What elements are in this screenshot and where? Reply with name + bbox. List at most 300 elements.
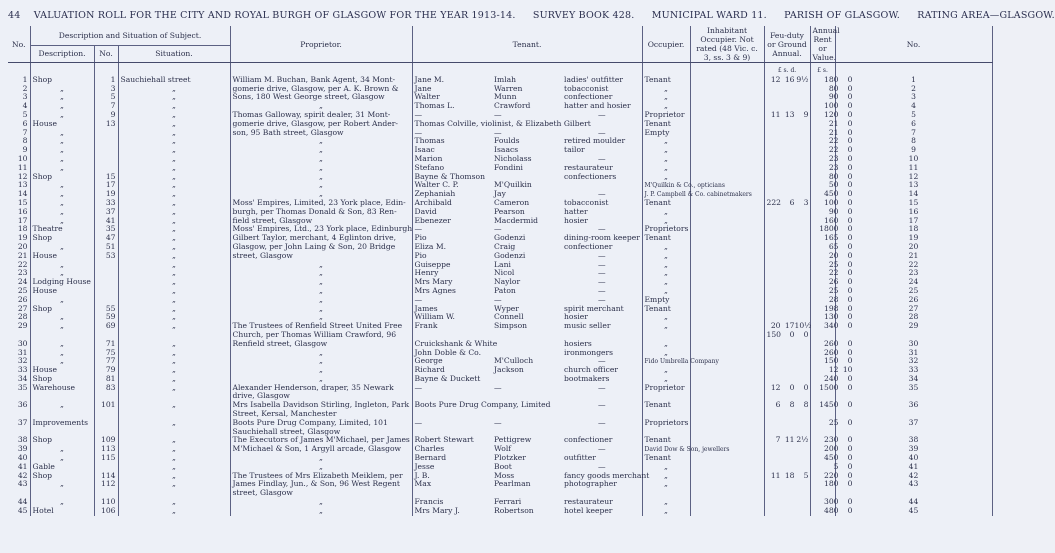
tenant-surname-cell: Isaacs — [494, 145, 519, 155]
row-number-right: 39 — [835, 445, 992, 454]
situation-cell: „ — [118, 375, 230, 384]
description-cell: Shop — [30, 76, 94, 85]
situation-cell: „ — [118, 313, 230, 322]
street-number-cell — [94, 410, 118, 419]
situation-cell: „ — [118, 322, 230, 331]
description-cell: „ — [30, 199, 94, 208]
occupier-cell: Tenant — [642, 120, 690, 129]
situation-cell: „ — [118, 243, 230, 252]
rent-shillings: 0 — [847, 321, 853, 331]
tenant-surname-cell: Pettigrew — [494, 435, 532, 445]
inhabitant-cell — [690, 436, 764, 445]
feu-duty-cell — [764, 269, 810, 278]
feu-shillings: 0 — [789, 382, 795, 392]
tenant-trade-cell: bootmakers — [564, 373, 610, 383]
feu-duty-cell — [764, 278, 810, 287]
tenant-surname-cell — [492, 331, 562, 340]
row-number-right: 20 — [835, 243, 992, 252]
tenant-first-name-cell: Eliza M. — [412, 243, 492, 252]
rent-shillings: 0 — [847, 136, 853, 146]
tenant-first-name-cell: — — [412, 419, 492, 428]
tenant-surname-cell: Munn — [494, 92, 517, 102]
rent-shillings: 0 — [847, 197, 853, 207]
tenant-first-name-cell: Mrs Mary J. — [412, 507, 492, 516]
situation-cell: „ — [118, 296, 230, 305]
row-number: 24 — [17, 277, 28, 287]
occupier-cell: Empty — [642, 129, 690, 138]
description-cell: „ — [30, 155, 94, 164]
street-number-cell: 115 — [94, 454, 118, 463]
street-number-cell — [94, 129, 118, 138]
description-cell: Warehouse — [30, 384, 94, 393]
situation-cell: „ — [118, 261, 230, 270]
situation-cell: „ — [118, 199, 230, 208]
rent-pounds: 100 — [824, 101, 839, 111]
tenant-first-name-cell: Jane M. — [412, 76, 492, 85]
inhabitant-cell — [690, 428, 764, 437]
rent-shillings: 0 — [847, 382, 853, 392]
tenant-surname-cell: Jackson — [494, 365, 524, 375]
rent-shillings: 0 — [847, 277, 853, 287]
rent-pounds: 23 — [828, 162, 839, 172]
rent-pounds: 230 — [824, 435, 839, 445]
rent-pounds: 260 — [824, 338, 839, 348]
row-number-right: 40 — [835, 454, 992, 463]
rent-shillings: 0 — [847, 435, 853, 445]
rent-shillings: 0 — [847, 127, 853, 137]
inhabitant-cell — [690, 173, 764, 182]
description-cell: Hotel — [30, 507, 94, 516]
row-number-right: 36 — [835, 401, 992, 410]
tenant-trade-cell: spirit merchant — [564, 303, 624, 313]
table-row — [8, 507, 992, 516]
tenant-surname-cell: — — [494, 417, 502, 427]
occupier-cell — [642, 181, 725, 190]
proprietor-cell: „ — [230, 296, 412, 305]
rent-shillings: 0 — [847, 347, 853, 357]
annual-rent-cell — [810, 400, 853, 410]
proprietor-cell: „ — [230, 173, 412, 182]
feu-pence: 0 — [803, 382, 809, 392]
feu-shillings: 11 — [784, 435, 795, 445]
feu-duty-cell — [764, 287, 810, 296]
rent-shillings: 0 — [847, 118, 853, 128]
inhabitant-cell — [690, 225, 764, 234]
proprietor-cell: son, 95 Bath street, Glasgow — [230, 129, 412, 138]
row-number-right: 14 — [835, 190, 992, 199]
table-body — [8, 63, 992, 516]
feu-duty-cell — [764, 349, 810, 358]
proprietor-cell: James Findlay, Jun., & Son, 96 West Regent — [230, 480, 412, 489]
tenant-first-name-cell: Walter — [412, 93, 492, 102]
inhabitant-cell — [690, 498, 764, 507]
tenant-surname-cell: Godenzi — [494, 250, 526, 260]
situation-cell: „ — [118, 269, 230, 278]
tenant-first-name-cell: Pio — [412, 252, 492, 261]
row-number: 10 — [17, 153, 28, 163]
tenant-surname-cell: M'Quilkin — [494, 180, 532, 190]
row-number-right: 30 — [835, 340, 992, 349]
tenant-trade-cell: confectioners — [564, 171, 617, 181]
tenant-surname-cell: — — [494, 127, 502, 137]
survey-book: SURVEY BOOK 428. — [532, 10, 635, 21]
feu-duty-cell — [764, 146, 810, 155]
occupier-note: David Dow & Son, jewellers — [644, 446, 730, 454]
situation-cell: „ — [118, 225, 230, 234]
col-occupier: Occupier. — [642, 26, 690, 63]
tenant-first-name-cell: Charles — [412, 445, 492, 454]
proprietor-cell: street, Glasgow — [230, 489, 412, 498]
situation-cell: „ — [118, 507, 230, 516]
rent-pounds: 1800 — [819, 224, 839, 234]
row-number-right: 3 — [835, 93, 992, 102]
description-cell: Theatre — [30, 225, 94, 234]
rent-shillings: 0 — [847, 461, 853, 471]
annual-rent-cell — [810, 479, 853, 489]
proprietor-cell: Thomas Galloway, spirit dealer, 31 Mont- — [230, 111, 412, 120]
description-cell: „ — [30, 357, 94, 366]
proprietor-cell: „ — [230, 454, 412, 463]
occupier-cell: „ — [642, 463, 690, 472]
rent-pounds: 150 — [824, 356, 839, 366]
row-number: 34 — [17, 373, 28, 383]
feu-duty-cell — [764, 164, 810, 173]
situation-cell: „ — [118, 93, 230, 102]
feu-pence: 9 — [803, 109, 809, 119]
row-number: 7 — [22, 127, 28, 137]
proprietor-cell: drive, Glasgow — [230, 392, 412, 401]
col-subject-group: Description and Situation of Subject. — [30, 26, 230, 45]
feu-pounds: 150 — [766, 329, 782, 339]
situation-cell: „ — [118, 305, 230, 314]
tenant-surname-cell: Wyper — [494, 303, 519, 313]
row-number-right: 10 — [835, 155, 992, 164]
rent-shillings: 0 — [847, 171, 853, 181]
occupier-cell: „ — [642, 480, 690, 489]
proprietor-cell: gomerie drive, Glasgow, per A. K. Brown & — [230, 85, 412, 94]
tenant-first-name-cell: Stefano — [412, 164, 492, 173]
inhabitant-cell — [690, 305, 764, 314]
inhabitant-cell — [690, 489, 764, 498]
tenant-first-name-cell: Zephaniah — [412, 190, 492, 199]
row-number: 44 — [17, 497, 28, 507]
row-number: 27 — [17, 303, 28, 313]
tenant-first-name-cell: Thomas Colville, violinist, & Elizabeth Gilbert — [412, 120, 492, 129]
tenant-surname-cell: — — [494, 224, 502, 234]
rent-shillings: 0 — [847, 338, 853, 348]
row-number-right: 26 — [835, 296, 992, 305]
situation-cell: „ — [118, 463, 230, 472]
tenant-surname-cell: Wolf — [494, 444, 512, 454]
occupier-cell: Tenant — [642, 199, 690, 208]
row-number-right: 12 — [835, 173, 992, 182]
row-number-right: 17 — [835, 217, 992, 226]
tenant-first-name-cell: John Doble & Co. — [412, 349, 492, 358]
rent-pounds: 22 — [828, 136, 839, 146]
description-cell: „ — [30, 164, 94, 173]
inhabitant-cell — [690, 419, 764, 428]
occupier-cell: „ — [642, 375, 690, 384]
tenant-first-name-cell: Thomas — [412, 137, 492, 146]
occupier-cell: „ — [642, 322, 690, 331]
situation-cell: „ — [118, 366, 230, 375]
tenant-first-name-cell: Marion — [412, 155, 492, 164]
rent-pounds: 21 — [828, 118, 839, 128]
row-number: 11 — [17, 162, 28, 172]
inhabitant-cell — [690, 164, 764, 173]
inhabitant-cell — [690, 120, 764, 129]
proprietor-cell: „ — [230, 278, 412, 287]
row-number: 38 — [17, 435, 28, 445]
tenant-surname-cell — [492, 340, 562, 349]
street-number-cell: 75 — [94, 349, 118, 358]
row-number-right: 28 — [835, 313, 992, 322]
table-row — [8, 340, 992, 349]
occupier-cell: „ — [642, 366, 690, 375]
tenant-trade-cell: — — [597, 400, 606, 410]
occupier-cell: „ — [642, 252, 690, 261]
rent-pounds: 160 — [824, 215, 839, 225]
proprietor-cell: street, Glasgow — [230, 252, 412, 261]
description-cell: „ — [30, 349, 94, 358]
tenant-first-name-cell: Thomas L. — [412, 102, 492, 111]
table-row — [8, 164, 992, 173]
feu-duty-cell — [764, 340, 810, 349]
occupier-cell: Proprietors — [642, 419, 690, 428]
row-number-right: 32 — [835, 357, 992, 366]
tenant-trade-cell: — — [597, 382, 606, 392]
feu-pence: 5 — [803, 470, 809, 480]
rent-shillings: 0 — [847, 224, 853, 234]
tenant-surname-cell: Godenzi — [494, 233, 526, 243]
tenant-surname-cell: Fondini — [494, 162, 523, 172]
rent-shillings: 0 — [847, 400, 853, 410]
tenant-first-name-cell: Walter C. P. — [412, 181, 492, 190]
table-row — [8, 384, 992, 393]
description-cell: „ — [30, 322, 94, 331]
description-cell: „ — [30, 102, 94, 111]
proprietor-cell: field street, Glasgow — [230, 217, 412, 226]
inhabitant-cell — [690, 137, 764, 146]
inhabitant-cell — [690, 296, 764, 305]
proprietor-cell: gomerie drive, Glasgow, per Robert Ander- — [230, 120, 412, 129]
description-cell: Shop — [30, 305, 94, 314]
feu-pence: 10½ — [794, 321, 812, 331]
street-number-cell: 15 — [94, 173, 118, 182]
tenant-surname-cell: — — [494, 294, 502, 304]
table-row — [8, 480, 992, 489]
rent-pounds: 300 — [824, 497, 839, 507]
row-number: 26 — [17, 294, 28, 304]
proprietor-cell: William M. Buchan, Bank Agent, 34 Mont- — [230, 76, 412, 85]
rent-pounds: 23 — [828, 153, 839, 163]
tenant-trade-cell: hosier — [564, 312, 588, 322]
feu-pounds: 12 — [770, 74, 781, 84]
feu-pounds: 20 — [770, 321, 781, 331]
street-number-cell — [94, 261, 118, 270]
row-number-right: 7 — [835, 129, 992, 138]
tenant-trade-cell: — — [597, 109, 606, 119]
rent-pounds: 25 — [828, 259, 839, 269]
street-number-cell: 112 — [94, 480, 118, 489]
tenant-first-name-cell: — — [412, 296, 492, 305]
tenant-trade-cell: — — [597, 250, 606, 260]
description-cell: „ — [30, 217, 94, 226]
feu-duty-cell — [764, 93, 810, 102]
rent-pounds: 450 — [824, 453, 839, 463]
row-number: 42 — [17, 470, 28, 480]
inhabitant-cell — [690, 322, 764, 331]
rent-shillings: 0 — [847, 74, 853, 84]
feu-duty-cell — [764, 225, 810, 234]
street-number-cell — [94, 155, 118, 164]
description-cell: „ — [30, 480, 94, 489]
street-number-cell: 113 — [94, 445, 118, 454]
inhabitant-cell — [690, 472, 764, 481]
tenant-first-name-cell: Bayne & Duckett — [412, 375, 492, 384]
proprietor-cell: „ — [230, 349, 412, 358]
tenant-surname-cell — [492, 410, 562, 419]
row-number-right: 5 — [835, 111, 992, 120]
situation-cell: „ — [118, 287, 230, 296]
rent-pounds: 240 — [824, 373, 839, 383]
row-number: 25 — [17, 285, 28, 295]
annual-rent-cell — [810, 382, 853, 393]
rent-shillings: 0 — [847, 356, 853, 366]
row-number: 3 — [22, 92, 28, 102]
tenant-surname-cell: Simpson — [494, 321, 528, 331]
proprietor-cell: „ — [230, 366, 412, 375]
rent-shillings: 0 — [847, 83, 853, 93]
occupier-cell: „ — [642, 269, 690, 278]
rent-shillings: 0 — [847, 294, 853, 304]
tenant-surname-cell: Paton — [494, 285, 516, 295]
street-number-cell: 5 — [94, 93, 118, 102]
inhabitant-cell — [690, 208, 764, 217]
row-number: 17 — [17, 215, 28, 225]
rent-shillings: 0 — [847, 497, 853, 507]
feu-pence: 3 — [803, 197, 809, 207]
row-number-right: 37 — [835, 419, 992, 428]
proprietor-cell: Gilbert Taylor, merchant, 4 Eglinton drive, — [230, 234, 412, 243]
tenant-trade-cell: photographer — [564, 479, 617, 489]
row-number: 9 — [22, 145, 28, 155]
description-cell: Shop — [30, 173, 94, 182]
occupier-cell: Tenant — [642, 305, 690, 314]
rent-shillings: 0 — [847, 189, 853, 199]
occupier-cell: „ — [642, 93, 690, 102]
rent-pounds: 28 — [828, 294, 839, 304]
tenant-trade-cell: church officer — [564, 365, 619, 375]
rent-shillings: 0 — [847, 233, 853, 243]
feu-duty-cell — [764, 199, 810, 208]
feu-duty-cell — [764, 410, 810, 419]
row-number: 36 — [17, 400, 28, 410]
street-number-cell: 19 — [94, 190, 118, 199]
tenant-trade-cell: hatter — [564, 206, 588, 216]
occupier-cell: Tenant — [642, 401, 690, 410]
feu-shillings: 13 — [784, 109, 795, 119]
tenant-first-name-cell: — — [412, 384, 492, 393]
rent-shillings: 0 — [847, 101, 853, 111]
inhabitant-cell — [690, 155, 764, 164]
col-no-right: No. — [835, 26, 992, 63]
proprietor-cell: „ — [230, 190, 412, 199]
tenant-trade-cell: — — [597, 294, 606, 304]
row-number: 1 — [22, 74, 28, 84]
tenant-first-name-cell: Jesse — [412, 463, 492, 472]
rent-pounds: 220 — [824, 470, 839, 480]
occupier-cell: „ — [642, 507, 690, 516]
proprietor-cell: „ — [230, 164, 412, 173]
col-inhabitant: Inhabitant Occupier. Not rated (48 Vic. c. 3, ss. 3 & 9) — [690, 26, 764, 63]
feu-duty-cell — [764, 436, 810, 445]
description-cell: Shop — [30, 472, 94, 481]
situation-cell: „ — [118, 217, 230, 226]
occupier-cell: „ — [642, 472, 690, 481]
proprietor-cell: „ — [230, 375, 412, 384]
tenant-trade-cell: tobacconist — [564, 83, 609, 93]
parish: PARISH OF GLASGOW. — [784, 10, 901, 21]
street-number-cell: 59 — [94, 313, 118, 322]
rent-pounds: 90 — [828, 92, 839, 102]
rent-pounds: 5 — [833, 461, 839, 471]
valuation-table — [8, 26, 992, 516]
description-cell: „ — [30, 401, 94, 410]
description-cell: Shop — [30, 234, 94, 243]
rent-units: £ s. — [810, 63, 835, 76]
table-row — [8, 366, 992, 375]
tenant-first-name-cell: Mrs Mary — [412, 278, 492, 287]
tenant-surname-cell: M'Culloch — [494, 356, 534, 366]
tenant-trade-cell: — — [597, 127, 606, 137]
col-situation: Situation. — [118, 45, 230, 62]
row-number: 14 — [17, 189, 28, 199]
rent-pounds: 90 — [828, 206, 839, 216]
street-number-cell — [94, 419, 118, 428]
row-number: 15 — [17, 197, 28, 207]
tenant-trade-cell: confectioner — [564, 435, 613, 445]
tenant-surname-cell: Jay — [494, 189, 506, 199]
rent-pounds: 80 — [828, 83, 839, 93]
situation-cell: „ — [118, 173, 230, 182]
feu-duty-cell — [764, 111, 810, 120]
col-feu-duty: Feu-duty or Ground Annual. — [764, 26, 810, 63]
description-cell: „ — [30, 261, 94, 270]
row-number: 12 — [17, 171, 28, 181]
rent-pounds: 80 — [828, 171, 839, 181]
rent-shillings: 0 — [847, 215, 853, 225]
rent-shillings: 0 — [847, 479, 853, 489]
rent-shillings: 0 — [847, 162, 853, 172]
feu-duty-cell — [764, 384, 810, 393]
proprietor-cell: Street, Kersal, Manchester — [230, 410, 412, 419]
street-number-cell: 106 — [94, 507, 118, 516]
proprietor-cell: The Trustees of Renfield Street United Free — [230, 322, 412, 331]
rent-pounds: 25 — [828, 417, 839, 427]
situation-cell: „ — [118, 137, 230, 146]
feu-duty-cell — [764, 173, 810, 182]
col-no: No. — [8, 26, 30, 63]
tenant-first-name-cell: Mrs Agnes — [412, 287, 492, 296]
street-number-cell: 13 — [94, 120, 118, 129]
tenant-first-name-cell: Henry — [412, 269, 492, 278]
rent-pounds: 22 — [828, 145, 839, 155]
inhabitant-cell — [690, 146, 764, 155]
rating-area: RATING AREA—GLASGOW. — [917, 10, 1055, 21]
rent-pounds: 1500 — [819, 382, 839, 392]
inhabitant-cell — [690, 410, 764, 419]
